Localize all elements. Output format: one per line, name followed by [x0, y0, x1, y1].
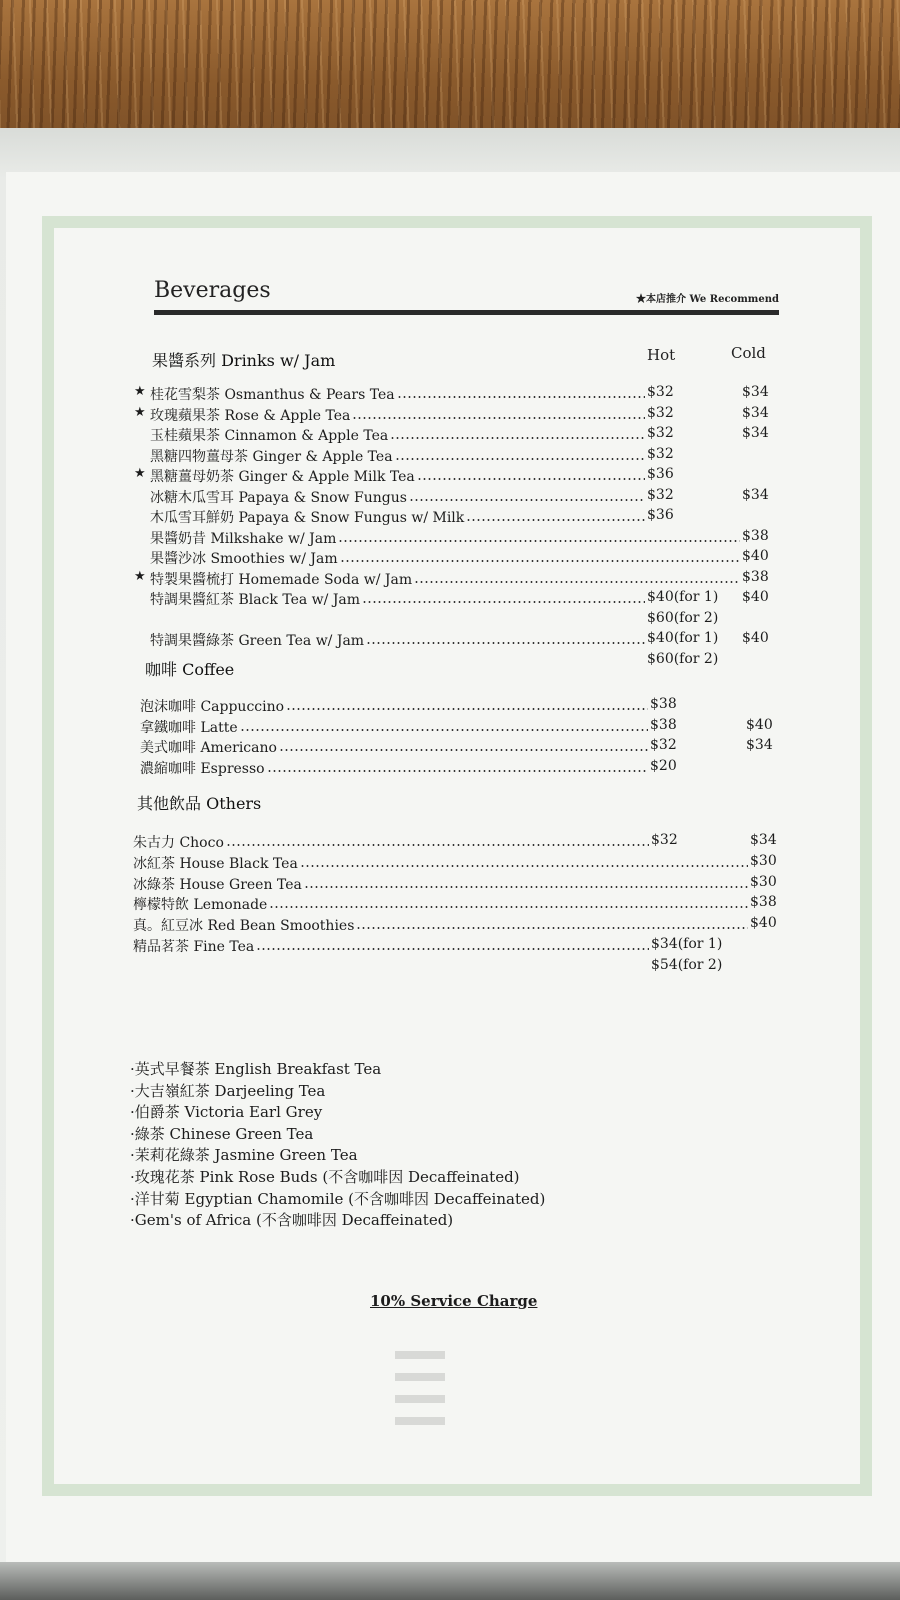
item-name: 特製果醬梳打 Homemade Soda w/ Jam [150, 571, 413, 588]
dot-leader [338, 540, 740, 542]
item-price-hot: $36 [647, 466, 674, 482]
dot-leader [397, 396, 645, 398]
item-price-cold: $30 [750, 873, 777, 890]
dot-leader [390, 437, 645, 439]
item-name: 檸檬特飲 Lemonade [133, 897, 268, 914]
dot-leader [362, 601, 645, 603]
item-name: 朱古力 Choco [133, 835, 224, 851]
section-title-coffee: 咖啡 Coffee [145, 660, 235, 679]
menu-item-row [133, 957, 790, 977]
tea-list-item: ·玫瑰花茶 Pink Rose Buds (不含咖啡因 Decaffeinated) [130, 1168, 520, 1186]
dot-leader [340, 560, 740, 562]
item-price-hot: $20 [650, 757, 677, 774]
item-price-cold: $38 [742, 527, 769, 544]
tea-list-item: ·茉莉花綠茶 Jasmine Green Tea [130, 1146, 358, 1165]
item-name: 果醬沙冰 Smoothies w/ Jam [150, 551, 338, 567]
item-price-cold: $40 [746, 716, 773, 733]
header-rule [154, 310, 779, 315]
item-price-cold: $40 [742, 548, 769, 564]
item-price-cold: $34 [742, 486, 769, 503]
menu-item-row [150, 507, 782, 527]
item-name: 木瓜雪耳鮮奶 Papaya & Snow Fungus w/ Milk [150, 510, 465, 526]
menu-item-row [150, 589, 782, 609]
dot-leader [395, 458, 645, 460]
item-price-hot: $40(for 1) [647, 630, 719, 646]
item-price-hot: $32 [647, 425, 674, 441]
item-name: 黑糖薑母奶茶 Ginger & Apple Milk Tea [150, 469, 415, 485]
item-name: 美式咖啡 Americano [140, 740, 277, 756]
menu-item-row [150, 610, 782, 630]
item-price-cold: $34 [742, 425, 769, 441]
menu-item-row [133, 894, 790, 914]
service-charge-note: 10% Service Charge [370, 1292, 538, 1310]
item-name: 拿鐵咖啡 Latte [140, 719, 238, 736]
section-title-others: 其他飲品 Others [137, 794, 262, 813]
item-price-hot: $36 [647, 507, 674, 523]
item-name: 特調果醬紅茶 Black Tea w/ Jam [150, 592, 361, 608]
page-title: Beverages [154, 278, 271, 303]
item-price-hot: $32 [650, 737, 677, 753]
item-price-cold: $38 [750, 894, 777, 911]
item-price-hot: $32 [647, 384, 674, 400]
item-price-cold: $40 [750, 915, 777, 932]
item-name: 冰紅茶 House Black Tea [133, 855, 298, 872]
dot-leader [226, 844, 649, 846]
item-price-cold: $34 [742, 404, 769, 421]
item-price-hot: $32 [647, 486, 674, 503]
tea-list-item: ·大吉嶺紅茶 Darjeeling Tea [130, 1081, 326, 1100]
item-price-hot: $38 [650, 716, 677, 733]
item-price-cold: $34 [746, 737, 773, 753]
section-title-jam: 果醬系列 Drinks w/ Jam [152, 351, 336, 370]
recommend-star-icon: ★ [134, 384, 146, 399]
item-price-hot: $34(for 1) [651, 936, 723, 952]
item-price-hot: $32 [647, 445, 674, 462]
item-price-hot: $38 [650, 696, 677, 712]
item-name: 濃縮咖啡 Espresso [140, 760, 265, 777]
dot-leader [414, 581, 740, 583]
menu-item-row [134, 384, 782, 404]
menu-header [154, 278, 779, 318]
sleeve-bottom-edge [0, 1562, 900, 1600]
item-price-cold: $30 [750, 852, 777, 869]
dot-leader [366, 642, 645, 644]
menu-item-row [150, 548, 782, 568]
item-price-hot: $60(for 2) [647, 609, 719, 626]
menu-item-row [140, 758, 786, 778]
item-name: 黑糖四物薑母茶 Ginger & Apple Tea [150, 448, 393, 465]
item-name: 玫瑰蘋果茶 Rose & Apple Tea [150, 407, 351, 424]
item-name: 果醬奶昔 Milkshake w/ Jam [150, 530, 337, 547]
item-name: 玉桂蘋果茶 Cinnamon & Apple Tea [150, 428, 389, 444]
item-price-hot: $54(for 2) [651, 956, 723, 973]
dot-leader [466, 519, 645, 521]
tea-list-item: ·Gem's of Africa (不含咖啡因 Decaffeinated) [130, 1211, 454, 1230]
dot-leader [409, 499, 645, 501]
dot-leader [269, 906, 748, 908]
item-name: 冰糖木瓜雪耳 Papaya & Snow Fungus [150, 489, 407, 506]
item-name: 桂花雪梨茶 Osmanthus & Pears Tea [150, 387, 395, 403]
hot-column-header: Hot [647, 346, 676, 364]
menu-item-row [150, 446, 782, 466]
menu-item-row [134, 466, 782, 486]
item-price-cold: $38 [742, 568, 769, 585]
cold-column-header: Cold [731, 344, 766, 362]
recommend-legend: ★本店推介 We Recommend [636, 294, 779, 305]
menu-item-row [133, 874, 790, 894]
item-name: 精品茗茶 Fine Tea [133, 939, 255, 955]
item-price-cold: $40 [742, 589, 769, 605]
menu-item-row [134, 404, 782, 425]
item-price-hot: $32 [647, 404, 674, 421]
menu-item-row [133, 936, 790, 956]
recommend-star-icon: ★ [134, 466, 146, 481]
menu-item-row [150, 630, 782, 650]
item-price-hot: $32 [651, 832, 678, 848]
tea-list-item: ·伯爵茶 Victoria Earl Grey [130, 1103, 323, 1122]
menu-item-row [133, 915, 790, 935]
menu-item-row [134, 568, 782, 589]
dot-leader [256, 948, 649, 950]
tea-list-item: ·英式早餐茶 English Breakfast Tea [130, 1060, 382, 1078]
item-price-hot: $40(for 1) [647, 589, 719, 605]
item-price-cold: $34 [742, 384, 769, 400]
item-price-hot: $60(for 2) [647, 650, 719, 667]
dot-leader [240, 729, 648, 731]
menu-item-row [150, 425, 782, 445]
tea-list-item: ·洋甘菊 Egyptian Chamomile (不含咖啡因 Decaffeinated) [130, 1189, 546, 1208]
item-name: 特調果醬綠茶 Green Tea w/ Jam [150, 633, 365, 649]
item-name: 泡沫咖啡 Cappuccino [140, 699, 285, 715]
faded-stamp [395, 1345, 445, 1425]
dot-leader [352, 417, 645, 419]
tea-list-item: ·綠茶 Chinese Green Tea [130, 1124, 314, 1143]
dot-leader [304, 886, 748, 888]
menu-item-row [150, 651, 782, 671]
recommend-star-icon: ★ [134, 568, 146, 584]
menu-item-row [133, 832, 790, 852]
recommend-star-icon: ★ [134, 404, 146, 420]
dot-leader [267, 770, 648, 772]
item-name: 真。紅豆冰 Red Bean Smoothies [133, 918, 355, 935]
menu-item-row [140, 696, 786, 716]
menu-item-row [150, 528, 782, 548]
item-price-cold: $34 [750, 832, 777, 848]
dot-leader [356, 927, 748, 929]
item-name: 冰綠茶 House Green Tea [133, 876, 302, 893]
dot-leader [417, 478, 645, 480]
menu-item-row [133, 853, 790, 873]
dot-leader [300, 865, 748, 867]
item-price-cold: $40 [742, 630, 769, 646]
menu-item-row [150, 487, 782, 507]
dot-leader [279, 749, 648, 751]
dot-leader [286, 708, 648, 710]
menu-item-row [140, 717, 786, 737]
menu-item-row [140, 737, 786, 757]
